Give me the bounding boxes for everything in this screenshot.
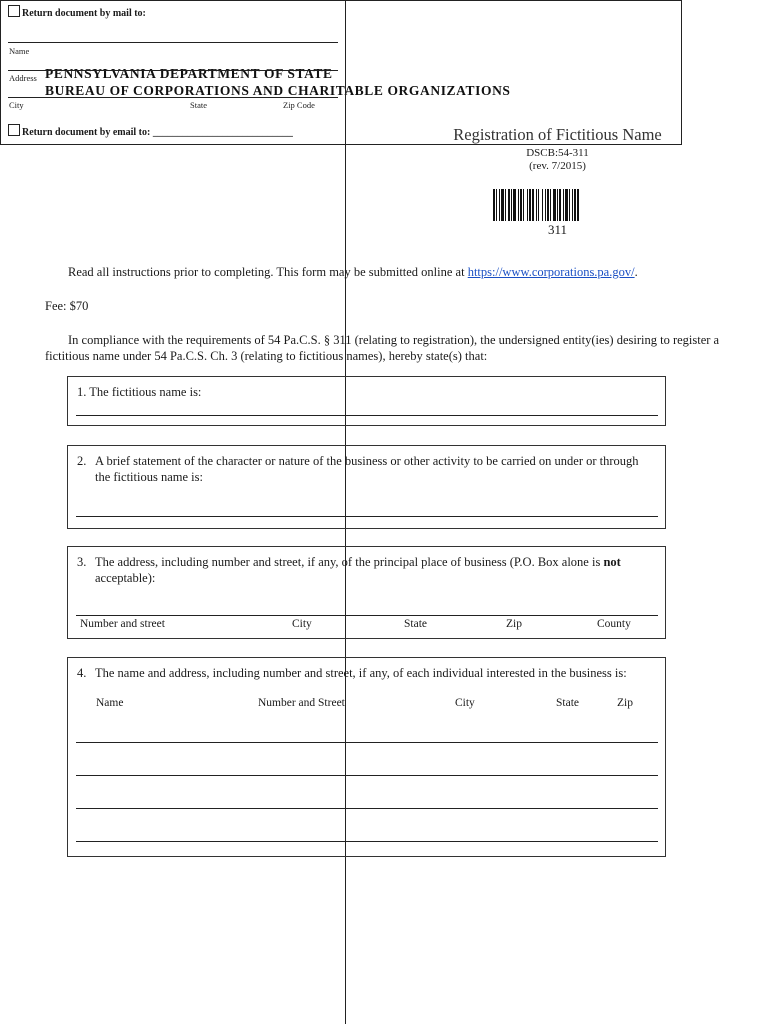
barcode-bar <box>563 189 564 221</box>
address-label: Address <box>9 73 37 83</box>
question-3-not: not <box>603 555 621 569</box>
barcode-bar <box>518 189 519 221</box>
return-by-email-label: Return document by email to: <box>22 127 151 138</box>
form-title: Registration of Fictitious Name <box>453 125 662 144</box>
barcode-bar <box>501 189 504 221</box>
barcode-bar <box>547 189 549 221</box>
bureau-title: BUREAU OF CORPORATIONS AND CHARITABLE ORGANIZATIONS <box>45 83 511 98</box>
col-name: Name <box>96 697 124 709</box>
fee-text: Fee: $70 <box>45 299 89 313</box>
return-by-mail-label: Return document by mail to: <box>22 8 146 19</box>
compliance-statement: In compliance with the requirements of 54 Pa.C.S. § 311 (relating to registration), the undersigned entity(ies) desiring to register a fictitious name under 54 Pa.C.S. Ch. 3 (relating to fictitious names), hereby state(s) that: <box>45 333 720 363</box>
barcode-image <box>493 189 620 221</box>
col-state-4: State <box>556 697 579 709</box>
return-by-mail-checkbox[interactable] <box>8 5 20 17</box>
barcode-bar <box>513 189 516 221</box>
return-by-email-row <box>8 124 293 138</box>
question-2-box <box>67 445 666 529</box>
question-3-text-b: acceptable): <box>95 571 156 585</box>
col-city: City <box>292 618 312 630</box>
col-state: State <box>404 618 427 630</box>
return-by-mail-row <box>8 5 146 19</box>
question-4-text: The name and address, including number and street, if any, of each individual interested in the business is: <box>95 666 627 680</box>
instructions-period: . <box>634 265 638 279</box>
col-number-and-street: Number and street <box>80 618 165 630</box>
city-label: City <box>9 100 24 110</box>
form-revision: (rev. 7/2015) <box>529 160 586 172</box>
question-4-number: 4. <box>77 666 87 680</box>
zip-code-label: Zip Code <box>283 100 315 110</box>
col-zip: Zip <box>506 618 522 630</box>
col-county: County <box>597 618 631 630</box>
barcode-bar <box>493 189 495 221</box>
instructions-text <box>68 264 728 280</box>
question-4-row <box>77 665 653 681</box>
agency-title: PENNSYLVANIA DEPARTMENT OF STATE <box>45 66 333 81</box>
question-1-box <box>67 376 666 426</box>
question-2-row <box>77 453 653 485</box>
barcode-bar <box>574 189 576 221</box>
form-code: DSCB:54-311 <box>526 147 589 159</box>
question-2-number: 2. <box>77 454 87 468</box>
question-3-row <box>77 554 653 586</box>
barcode-bar <box>523 189 524 221</box>
return-by-email-checkbox[interactable] <box>8 124 20 136</box>
question-3-number: 3. <box>77 555 87 569</box>
state-label: State <box>190 100 207 110</box>
city-state-zip-line[interactable] <box>8 97 338 98</box>
principal-address-line[interactable] <box>76 615 658 616</box>
barcode-bar <box>532 189 534 221</box>
address-line[interactable] <box>8 70 338 71</box>
question-4-box <box>67 657 666 857</box>
barcode-number: 311 <box>547 222 568 237</box>
question-3-text-a: The address, including number and street, if any, of the principal place of business (P.O. Box alone is <box>95 555 604 569</box>
individual-line-4[interactable] <box>76 841 658 842</box>
individual-line-2[interactable] <box>76 775 658 776</box>
name-label: Name <box>9 46 30 56</box>
barcode-bar <box>550 189 551 221</box>
barcode-bar <box>559 189 561 221</box>
fictitious-name-line[interactable] <box>76 415 658 416</box>
barcode-bar <box>577 189 579 221</box>
barcode-bar <box>520 189 522 221</box>
instructions-lead: Read all instructions prior to completing. This form may be submitted online at <box>68 265 468 279</box>
barcode-bar <box>527 189 528 221</box>
barcode-bar <box>508 189 510 221</box>
barcode-bar <box>538 189 539 221</box>
barcode-bar <box>542 189 543 221</box>
barcode-bar <box>505 189 506 221</box>
barcode-bar <box>496 189 497 221</box>
corporations-link[interactable]: https://www.corporations.pa.gov/ <box>467 265 635 279</box>
barcode-bar <box>565 189 568 221</box>
barcode-bar <box>572 189 573 221</box>
barcode-bar <box>569 189 570 221</box>
barcode-bar <box>553 189 556 221</box>
col-number-and-street-4: Number and Street <box>258 697 345 709</box>
barcode-bar <box>511 189 512 221</box>
individual-line-1[interactable] <box>76 742 658 743</box>
barcode-bar <box>545 189 546 221</box>
question-3-box <box>67 546 666 639</box>
barcode-bar <box>499 189 500 221</box>
question-1-text: 1. The fictitious name is: <box>77 385 202 399</box>
barcode-bar <box>536 189 537 221</box>
barcode-bar <box>557 189 558 221</box>
col-zip-4: Zip <box>617 697 633 709</box>
name-line[interactable] <box>8 42 338 43</box>
question-3-text <box>95 554 653 586</box>
col-city-4: City <box>455 697 475 709</box>
question-2-text: A brief statement of the character or nature of the business or other activity to be carried on under or through the fictitious name is: <box>95 454 639 484</box>
barcode-bar <box>529 189 531 221</box>
business-nature-line[interactable] <box>76 516 658 517</box>
individual-line-3[interactable] <box>76 808 658 809</box>
email-blank[interactable]: ____________________________ <box>152 127 293 138</box>
